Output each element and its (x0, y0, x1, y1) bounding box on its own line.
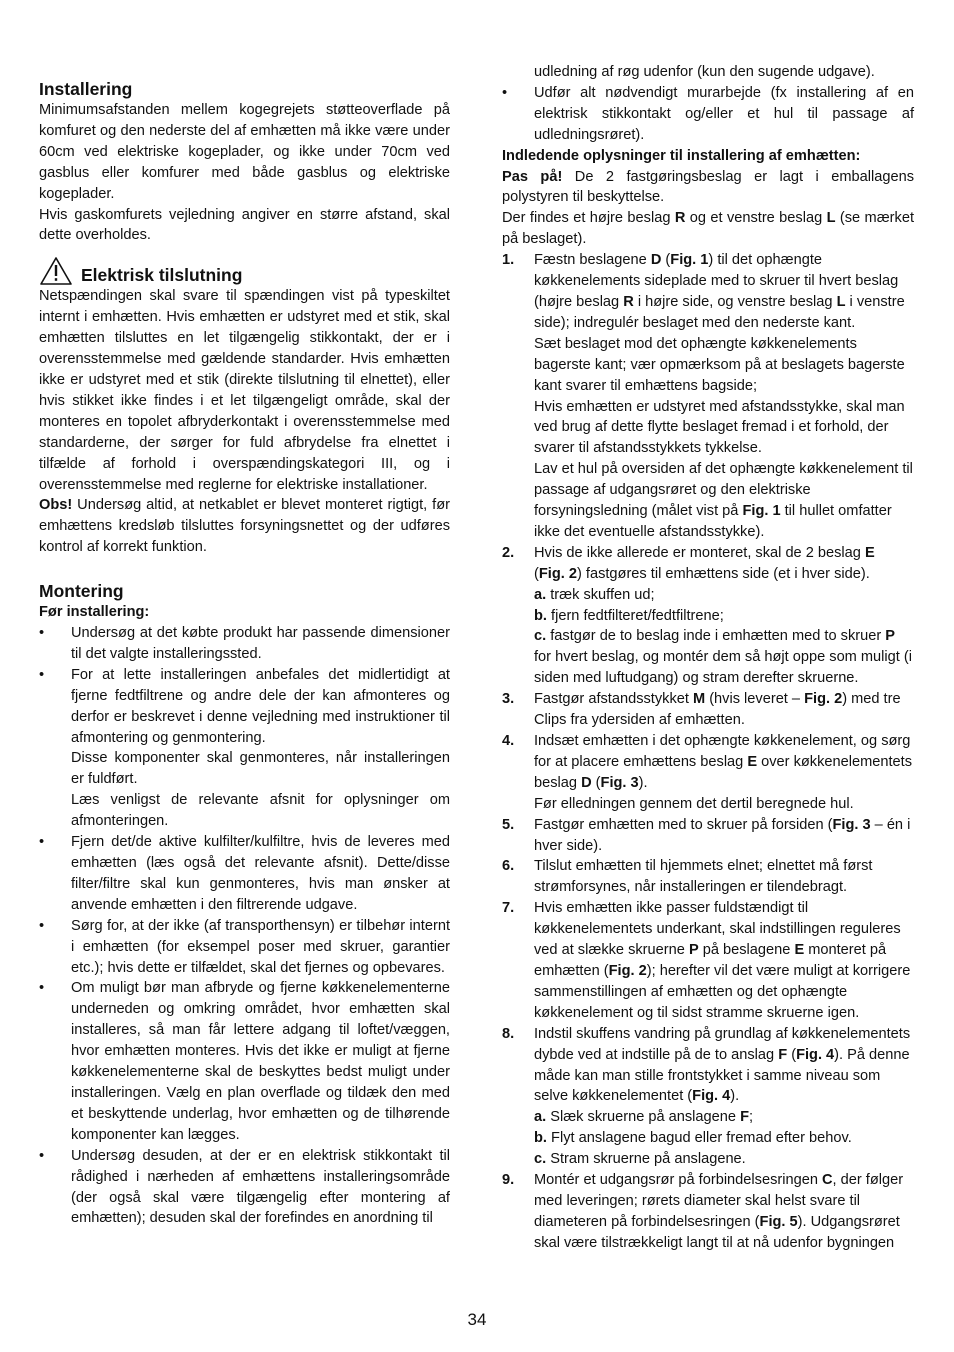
section-title-montering: Montering (39, 581, 124, 602)
beslag-paragraph: Der findes et højre beslag R og et venstre beslag L (se mærket på beslaget). (502, 210, 915, 248)
obs-text: Undersøg altid, at netkablet er blevet monteret rigtigt, før emhættens kredsløb tilsluttes forsyningsnettet og der udføres kontrol af korrekt funktion. (39, 497, 450, 556)
numbered-steps (502, 250, 914, 1254)
list-item: • Undersøg desuden, at der er en elektrisk stikkontakt til rådighed i nærheden af emhættens installeringsområde (der også skal være tilgængelig efter montering af emhætten); desuden skal der forefindes en anordning til (39, 1146, 450, 1230)
list-item: • Fjern det/de aktive kulfilter/kulfiltre, hvis de leveres med emhætten (læs også det relevante afsnit). Dette/disse filter/filtre skal kun genmonteres, hvis man ønsker at anvende emhætten i den filtrerende udgave. (39, 832, 450, 916)
step-6: 6. Tilslut emhætten til hjemmets elnet; elnettet må først strømforsynes, når installeringen er tilendebragt. (502, 858, 873, 896)
paspa-paragraph: Pas på! De 2 fastgøringsbeslag er lagt i emballagens polystyren til beskyttelse. (502, 168, 914, 206)
left-column (39, 78, 450, 1229)
bullet-continuation: udledning af røg udenfor (kun den sugende udgave). (534, 64, 875, 80)
step-9: 9. Montér et udgangsrør på forbindelsesringen C, der følger med leveringen; rørets diameter skal helst svare til diameteren på forbindelsesringen (Fig. 5). Udgangsrøret skal være tilstrækkeligt langt til at nå udenfor bygningen (502, 1172, 904, 1251)
section-title-elektrisk: Elektrisk tilslutning (81, 265, 243, 286)
step-2: 2. Hvis de ikke allerede er monteret, skal de 2 beslag E (Fig. 2) fastgøres til emhættens side (et i hver side). a. træk skuffen ud; b. fjern fedtfilteret/fedtfiltrene; c. fastgør de to beslag inde i emhætten med to skruer P for hvert beslag, og montér dem så højt oppe som muligt (i siden med luftudgang) og stram derefter skruerne. (502, 544, 912, 687)
step-1: 1. Fæstn beslagene D (Fig. 1) til det ophængte køkkenelements sideplade med to skruer til hvert beslag (højre beslag R i højre side, og venstre beslag L i venstre side); indregulér beslaget med den nederste kant. Sæt beslaget mod det ophængte køkkenelements bagerste kant; vær opmærksom på at beslagets bagerste kant svarer til emhættens bagside; Hvis emhætten er udstyret med afstandsstykke, skal man ved brug af dette flytte beslaget fremad i et forhold, der svarer til afstandsstykkets tykkelse. Lav et hul på oversiden af det ophængte køkkenelement til passage af udgangsrøret og den elektriske forsyningsledning (målet vist på Fig. 1 til hullet omfatter ikke det eventuelle afstandsstykke). (502, 252, 913, 540)
section-heading-elektrisk (39, 256, 450, 286)
obs-paragraph (39, 495, 450, 558)
list-item: • Om muligt bør man afbryde og fjerne køkkenelementerne underneden og omkring området, hvor emhætten skal installeres, så man får lettere adgang til loftet/væggen, hvor emhætten monteres. Hvis det ikke er muligt at fjerne køkkenelementerne skal de beskyttes bedst muligt under installeringen. Vælg en plan overflade og tildæk den med et beskyttende underlag, hvor emhætten og de tilhørende komponenter kan lægges. (39, 978, 450, 1145)
warning-triangle-icon (39, 256, 73, 286)
subheading-for-installering: Før installering: (39, 604, 150, 621)
step-5: 5. Fastgør emhætten med to skruer på forsiden (Fig. 3 – én i hver side). (502, 816, 911, 854)
step-7: 7. Hvis emhætten ikke passer fuldstændigt til køkkenelementets underkant, skal indstillingen reguleres ved at slække skruerne P på beslagene E monteret på emhætten (Fig. 2); herefter vil det være muligt at korrigere sammenstillingen af emhætten og det ophængte køkkenelement og til sidst stramme skruerne igen. (502, 900, 911, 1021)
step-3: 3. Fastgør afstandsstykket M (hvis leveret – Fig. 2) med tre Clips fra ydersiden af emhætten. (502, 691, 901, 729)
paragraph: Netspændingen skal svare til spændingen vist på typeskiltet internt i emhætten. Hvis emhætten er udstyret med et stik, skal emhætten tilsluttes en let tilgængelig stikkontakt, der er i overensstemmelse med gældende standarder. Hvis emhætten ikke er udstyret med et stik (direkte tilslutning til elnettet), eller hvis stikket ikke findes i et let tilgængeligt område, skal der monteres en topolet afbryderkontakt i overensstemmelse med standarderne, der sørger for fuld afbrydelse fra elnettet i tilfælde af forhold i overspændingskategori III, og i overensstemmelse med reglerne for elektriske installationer. (39, 288, 450, 493)
step-4: 4. Indsæt emhætten i det ophængte køkkenelement, og sørg for at placere emhættens beslag E over køkkenelementets beslag D (Fig. 3). Før elledningen gennem det dertil beregnede hul. (502, 733, 913, 812)
paragraph: Minimumsafstanden mellem kogegrejets støtteoverflade på komfuret og den nederste del af emhætten må ikke være under 60cm ved elektriske kogeplader, og ikke under 70cm ved gasblus eller komfurer med både gasblus og elektriske kogeplader. (39, 102, 450, 202)
bullet-list (39, 623, 450, 1229)
obs-label: Obs! (39, 497, 73, 514)
section-title-installering: Installering (39, 79, 133, 99)
list-item: • Sørg for, at der ikke (af transporthensyn) er tilbehør internt i emhætten (for eksempel poser med skruer, garantier etc.); hvis dette er tilfældet, skal det fjernes og opbevares. (39, 916, 450, 979)
bullet-list (502, 83, 914, 146)
subheading-indledende: Indledende oplysninger til installering af emhætten: (502, 147, 861, 164)
right-column (502, 62, 914, 1254)
list-item: • For at lette installeringen anbefales det midlertidigt at fjerne fedtfiltrene og andre dele der kan afmonteres og derfor er beskrevet i denne vejledning med instruktioner til afmontering og genmontering. Disse komponenter skal genmonteres, når installeringen er fuldført. Læs venligst de relevante afsnit for oplysninger om afmonteringen. (39, 665, 450, 832)
page-number: 34 (467, 1310, 487, 1329)
step-8: 8. Indstil skuffens vandring på grundlag af køkkenelementets dybde ved at indstille på de to anslag F (Fig. 4). På denne måde kan man stille frontstykket i samme niveau som selve køkkenelementet (Fig. 4). a. Slæk skruerne på anslagene F; b. Flyt anslagene bagud eller fremad efter behov. c. Stram skruerne på anslagene. (502, 1025, 911, 1168)
paragraph: Hvis gaskomfurets vejledning angiver en større afstand, skal dette overholdes. (39, 206, 450, 244)
list-item: • Undersøg at det købte produkt har passende dimensioner til det valgte installeringssted. (39, 623, 450, 665)
list-item: • Udfør alt nødvendigt murarbejde (fx installering af en elektrisk stikkontakt og/eller et hul til passage af udledningsrøret). (502, 83, 914, 146)
